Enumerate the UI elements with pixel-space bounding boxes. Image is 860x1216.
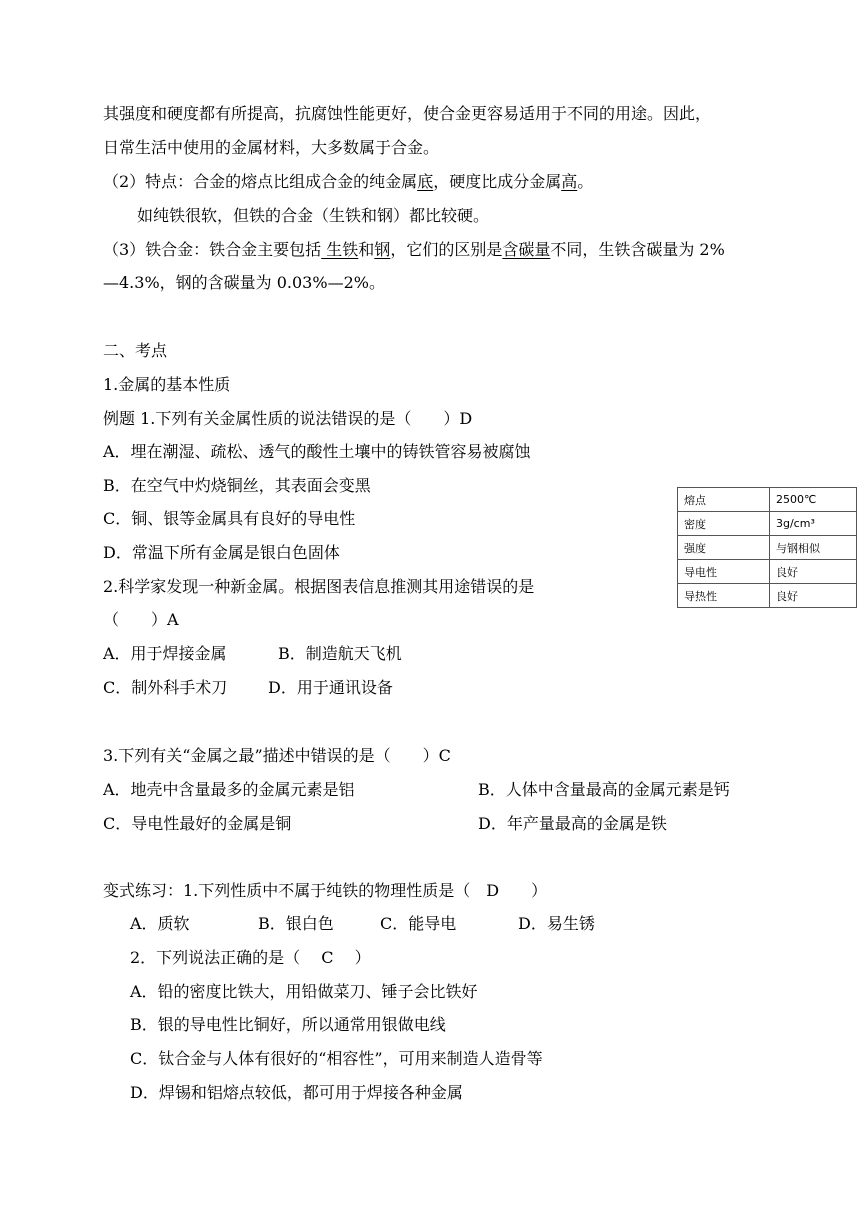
example-3-option-a: A．地壳中含量最多的金属元素是铝 bbox=[103, 780, 355, 799]
feature-answer-high: 高 bbox=[561, 172, 578, 191]
property-value: 与钢相似 bbox=[770, 536, 857, 560]
table-row bbox=[678, 512, 857, 536]
answer-steel: 钢 bbox=[374, 240, 391, 259]
table-row bbox=[678, 488, 857, 512]
feature-text-b: ，硬度比成分金属 bbox=[433, 172, 562, 191]
feature-text-c: 。 bbox=[577, 172, 594, 191]
property-name: 导热性 bbox=[678, 584, 770, 608]
iron-alloy-text-c: ，它们的区别是 bbox=[390, 240, 503, 259]
practice-1-option-c: C．能导电 bbox=[380, 914, 457, 933]
feature-answer-low: 底 bbox=[417, 172, 434, 191]
example-3-option-d: D．年产量最高的金属是铁 bbox=[478, 814, 667, 833]
section-heading: 二、考点 bbox=[103, 341, 168, 360]
carbon-content-line: —4.3%，钢的含碳量为 0.03%—2%。 bbox=[103, 273, 385, 292]
property-value: 良好 bbox=[770, 584, 857, 608]
example-2-option-d: D．用于通讯设备 bbox=[268, 678, 393, 697]
iron-alloy-text-d: 不同，生铁含碳量为 2% bbox=[550, 240, 725, 259]
table-row bbox=[678, 536, 857, 560]
example-2-option-a: A．用于焊接金属 bbox=[103, 644, 227, 663]
example-1-option-d: D．常温下所有金属是银白色固体 bbox=[103, 543, 340, 562]
practice-2-option-c: C．钛合金与人体有很好的“相容性”，可用来制造人造骨等 bbox=[130, 1049, 543, 1068]
intro-line-1: 其强度和硬度都有所提高，抗腐蚀性能更好，使合金更容易适用于不同的用途。因此， bbox=[103, 104, 712, 123]
answer-pig-iron: 生铁 bbox=[321, 240, 359, 259]
practice-1-option-d: D．易生锈 bbox=[518, 914, 595, 933]
example-1-option-c: C．铜、银等金属具有良好的导电性 bbox=[103, 509, 356, 528]
table-row bbox=[678, 560, 857, 584]
practice-1-option-b: B．银白色 bbox=[258, 914, 334, 933]
table-row bbox=[678, 584, 857, 608]
feature-text-a: （2）特点：合金的熔点比组成合金的纯金属 bbox=[103, 172, 418, 191]
practice-2-stem: 2．下列说法正确的是（ C ） bbox=[130, 948, 371, 967]
alloy-feature-line bbox=[103, 172, 593, 192]
practice-1-stem: 变式练习：1.下列性质中不属于纯铁的物理性质是（ D ） bbox=[103, 881, 548, 900]
example-3-stem: 3.下列有关“金属之最”描述中错误的是（ ）C bbox=[103, 746, 451, 765]
property-value: 2500℃ bbox=[770, 488, 857, 512]
example-2-option-b: B．制造航天飞机 bbox=[278, 644, 402, 663]
answer-carbon-content: 含碳量 bbox=[502, 240, 551, 259]
example-2-option-c: C．制外科手术刀 bbox=[103, 678, 228, 697]
iron-alloy-line bbox=[103, 240, 725, 260]
iron-alloy-text-b: 和 bbox=[358, 240, 375, 259]
example-1-option-a: A．埋在潮湿、疏松、透气的酸性土壤中的铸铁管容易被腐蚀 bbox=[103, 442, 531, 461]
property-name: 密度 bbox=[678, 512, 770, 536]
practice-2-option-b: B．银的导电性比铜好，所以通常用银做电线 bbox=[130, 1015, 446, 1034]
example-3-option-b: B．人体中含量最高的金属元素是钙 bbox=[478, 780, 730, 799]
intro-line-2: 日常生活中使用的金属材料，大多数属于合金。 bbox=[103, 138, 440, 157]
example-2-answer: （ ）A bbox=[103, 610, 179, 629]
example-1-option-b: B．在空气中灼烧铜丝，其表面会变黑 bbox=[103, 476, 371, 495]
metal-property-table bbox=[677, 487, 857, 608]
example-3-option-c: C．导电性最好的金属是铜 bbox=[103, 814, 292, 833]
subsection-title: 1.金属的基本性质 bbox=[103, 375, 231, 394]
property-value: 良好 bbox=[770, 560, 857, 584]
practice-2-option-a: A．铅的密度比铁大，用铅做菜刀、锤子会比铁好 bbox=[130, 982, 478, 1001]
property-name: 导电性 bbox=[678, 560, 770, 584]
property-value: 3g/cm³ bbox=[770, 512, 857, 536]
property-name: 熔点 bbox=[678, 488, 770, 512]
iron-alloy-text-a: （3）铁合金：铁合金主要包括 bbox=[103, 240, 322, 259]
example-2-stem: 2.科学家发现一种新金属。根据图表信息推测其用途错误的是 bbox=[103, 577, 535, 596]
example-1-stem: 例题 1.下列有关金属性质的说法错误的是（ ）D bbox=[103, 409, 473, 428]
property-name: 强度 bbox=[678, 536, 770, 560]
iron-example-line: 如纯铁很软，但铁的合金（生铁和钢）都比较硬。 bbox=[137, 206, 490, 225]
practice-1-option-a: A．质软 bbox=[130, 914, 190, 933]
practice-2-option-d: D．焊锡和铝熔点较低，都可用于焊接各种金属 bbox=[130, 1083, 463, 1102]
